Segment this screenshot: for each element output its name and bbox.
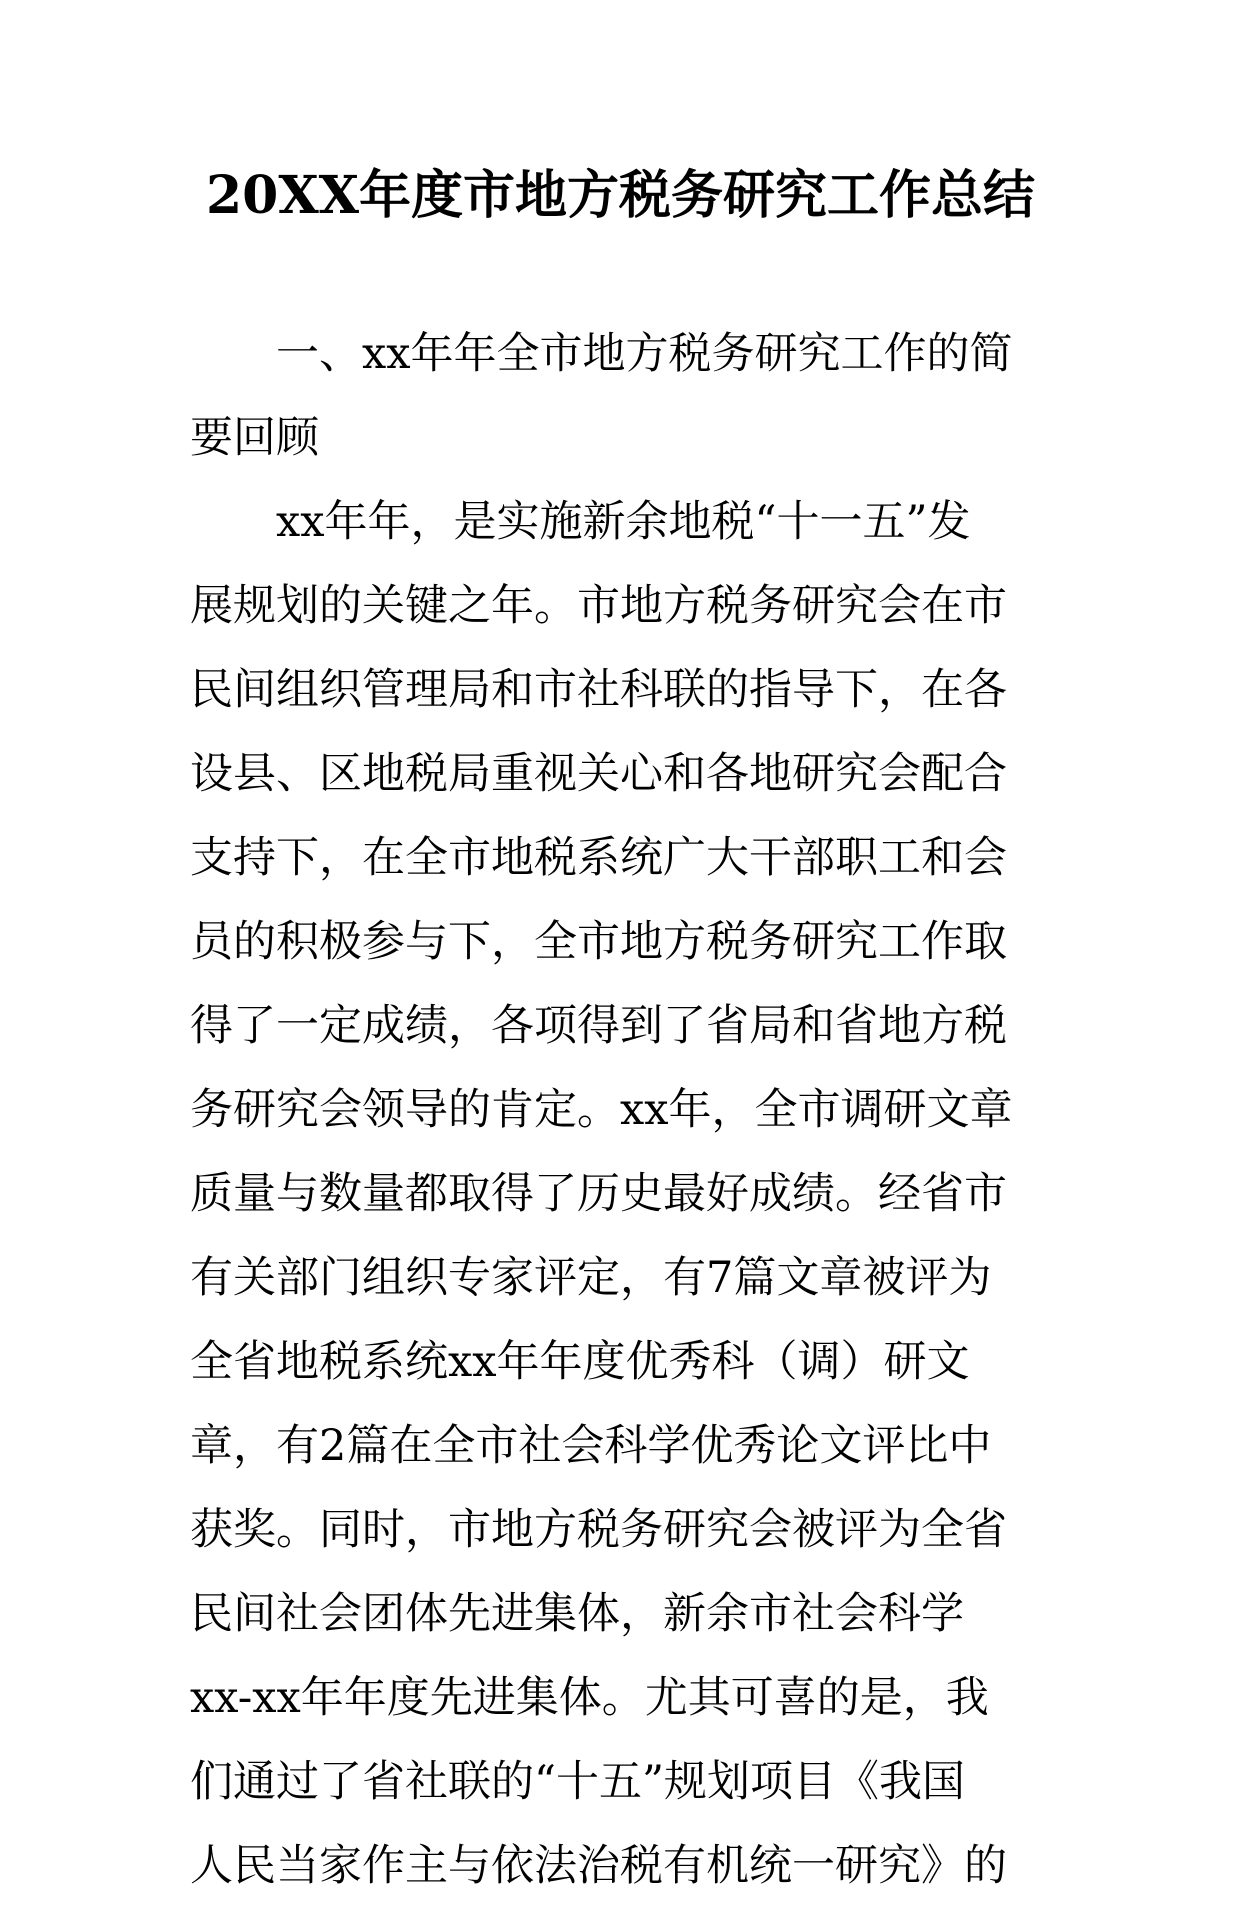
section-heading-line: 一、xx年年全市地方税务研究工作的简 [276, 329, 1013, 379]
paragraph-line: 民间社会团体先进集体，新余市社会科学 [190, 1589, 964, 1639]
document-title: 20XX年度市地方税务研究工作总结 [205, 165, 1036, 226]
paragraph-line: 民间组织管理局和市社科联的指导下，在各 [190, 665, 1007, 715]
paragraph-line: 质量与数量都取得了历史最好成绩。经省市 [190, 1169, 1007, 1219]
paragraph-line: 章，有2篇在全市社会科学优秀论文评比中 [190, 1421, 992, 1471]
section-heading-line: 要回顾 [190, 413, 319, 463]
paragraph-line: 展规划的关键之年。市地方税务研究会在市 [190, 581, 1007, 631]
paragraph-line: xx年年，是实施新余地税“十一五”发 [276, 497, 971, 547]
paragraph-line: 人民当家作主与依法治税有机统一研究》的 [190, 1841, 1007, 1891]
paragraph-line: 支持下，在全市地税系统广大干部职工和会 [190, 833, 1007, 883]
paragraph-line: 员的积极参与下，全市地方税务研究工作取 [190, 917, 1007, 967]
paragraph-line: xx-xx年年度先进集体。尤其可喜的是，我 [190, 1673, 989, 1723]
paragraph-line: 们通过了省社联的“十五”规划项目《我国 [190, 1757, 965, 1807]
paragraph-line: 全省地税系统xx年年度优秀科（调）研文 [190, 1337, 970, 1387]
paragraph-line: 得了一定成绩，各项得到了省局和省地方税 [190, 1001, 1007, 1051]
paragraph-line: 获奖。同时，市地方税务研究会被评为全省 [190, 1505, 1007, 1555]
paragraph-line: 务研究会领导的肯定。xx年，全市调研文章 [190, 1085, 1013, 1135]
document-body [190, 312, 1050, 1908]
paragraph-line: 有关部门组织专家评定，有7篇文章被评为 [190, 1253, 992, 1303]
paragraph-line: 设县、区地税局重视关心和各地研究会配合 [190, 749, 1007, 799]
